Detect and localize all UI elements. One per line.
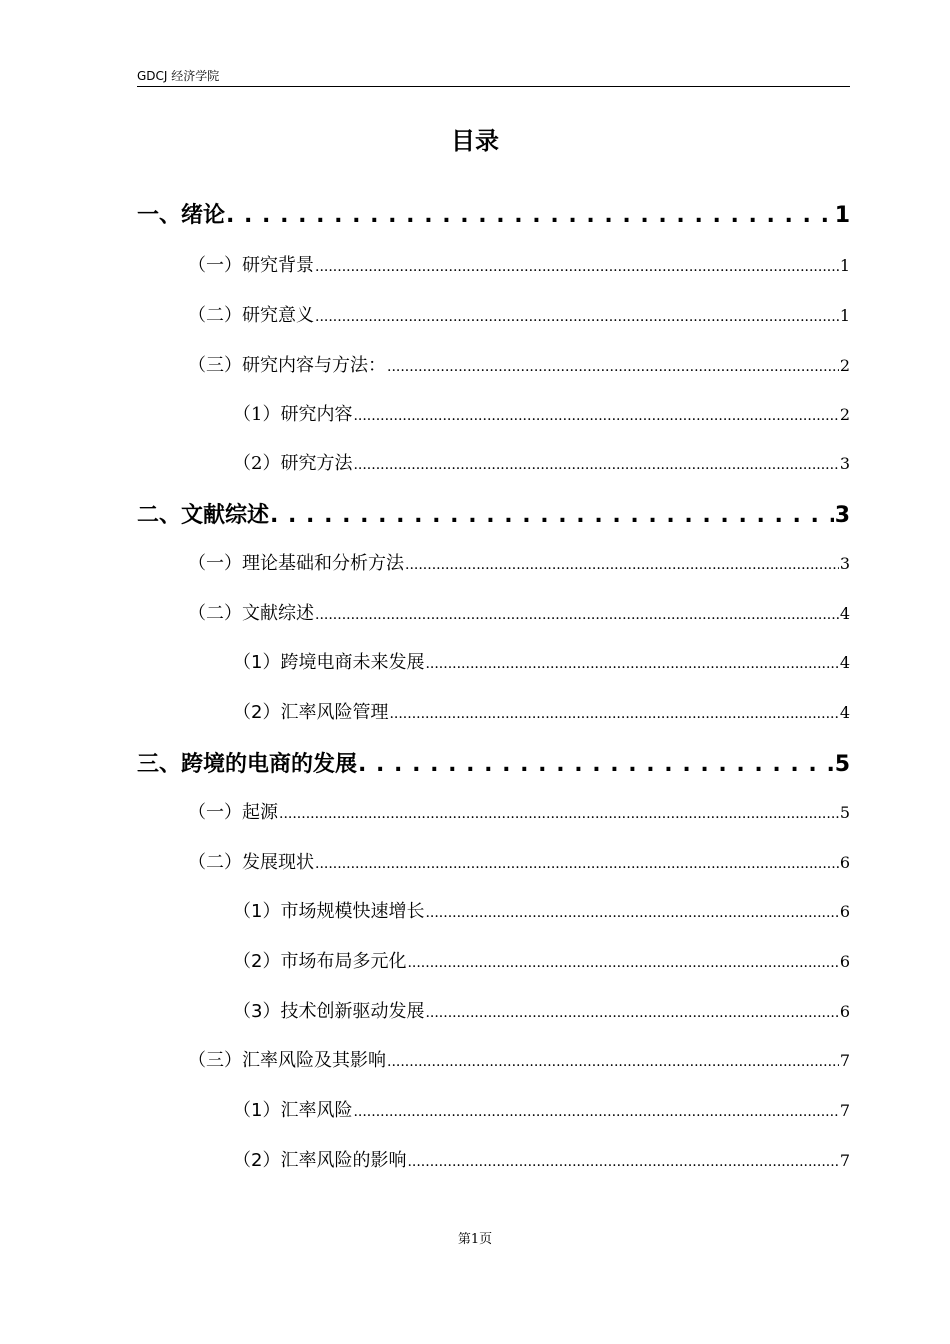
toc-page-number: 3 (839, 554, 850, 573)
toc-leader-dots (387, 353, 839, 380)
toc-entry-chapter-2[interactable] (137, 501, 850, 531)
toc-leader-dots (315, 253, 839, 280)
toc-entry-subsection[interactable] (233, 1098, 850, 1125)
toc-leader-dots (315, 601, 839, 628)
toc-entry-section[interactable] (188, 253, 850, 280)
toc-entry-subsection[interactable] (233, 402, 850, 429)
toc-entry-label: （3）技术创新驱动发展 (233, 1001, 425, 1022)
toc-leader-dots (279, 800, 839, 827)
toc-page-number: 5 (839, 803, 850, 822)
toc-entry-chapter-1[interactable] (137, 201, 850, 231)
toc-page-number: 2 (839, 356, 850, 375)
toc-leader-dots (425, 899, 838, 926)
toc-page-number: 6 (839, 952, 850, 971)
toc-entry-label: （1）汇率风险 (233, 1100, 353, 1121)
toc-entry-label: （2）研究方法 (233, 453, 353, 474)
toc-page-number: 6 (839, 902, 850, 921)
toc-entry-label: （1）市场规模快速增长 (233, 901, 425, 922)
toc-entry-subsection[interactable] (233, 899, 850, 926)
toc-entry-section[interactable] (188, 353, 850, 380)
toc-leader-dots (407, 1148, 838, 1175)
toc-entry-label: （1）研究内容 (233, 404, 353, 425)
toc-entry-label: 二、文献综述 (137, 503, 270, 528)
toc-entry-label: （2）市场布局多元化 (233, 951, 407, 972)
toc-leader-dots (405, 551, 839, 578)
toc-leader-dots (315, 303, 839, 330)
toc-entry-label: （三）研究内容与方法： (188, 355, 386, 376)
toc-page-number: 4 (839, 653, 850, 672)
toc-leader-dots (353, 1098, 838, 1125)
toc-page-number: 2 (839, 405, 850, 424)
toc-page-number: 4 (839, 604, 850, 623)
toc-page-number: 1 (839, 256, 850, 275)
toc-entry-label: （一）起源 (188, 802, 278, 823)
toc-page-number: 3 (834, 503, 850, 528)
toc-entry-label: （一）研究背景 (188, 255, 314, 276)
toc-entry-label: （一）理论基础和分析方法 (188, 553, 404, 574)
toc-entry-section[interactable] (188, 1048, 850, 1075)
toc-page-number: 4 (839, 703, 850, 722)
toc-page-number: 3 (839, 454, 850, 473)
toc-page-number: 5 (834, 752, 850, 777)
toc-leader-dots (425, 999, 838, 1026)
toc-leader-dots (353, 451, 838, 478)
toc-entry-label: 三、跨境的电商的发展 (137, 752, 358, 777)
toc-page-number: 7 (839, 1051, 850, 1070)
toc-title: 目录 (451, 127, 499, 155)
toc-leader-dots (353, 402, 838, 429)
toc-entry-section[interactable] (188, 303, 850, 330)
toc-entry-label: （二）发展现状 (188, 852, 314, 873)
toc-page-number: 7 (839, 1101, 850, 1120)
toc-entry-subsection[interactable] (233, 451, 850, 478)
toc-entry-label: （三）汇率风险及其影响 (188, 1050, 386, 1071)
page-footer-number: 第1页 (457, 1232, 493, 1247)
toc-entry-subsection[interactable] (233, 1148, 850, 1175)
toc-entry-label: （2）汇率风险管理 (233, 702, 389, 723)
toc-entry-section[interactable] (188, 551, 850, 578)
toc-entry-subsection[interactable] (233, 999, 850, 1026)
toc-entry-subsection[interactable] (233, 949, 850, 976)
toc-leader-dots (425, 650, 838, 677)
toc-page-number: 1 (839, 306, 850, 325)
toc-entry-label: 一、绪论 (137, 203, 226, 228)
toc-entry-label: （1）跨境电商未来发展 (233, 652, 425, 673)
toc-leader-dots (389, 700, 838, 727)
toc-page-number: 1 (834, 203, 850, 228)
toc-entry-section[interactable] (188, 850, 850, 877)
page-header: GDCJ 经济学院 (137, 68, 850, 87)
toc-leader-dots (407, 949, 838, 976)
toc-leader-dots (387, 1048, 839, 1075)
toc-page-number: 6 (839, 853, 850, 872)
toc-entry-subsection[interactable] (233, 700, 850, 727)
toc-leader-dots (315, 850, 839, 877)
toc-page-number: 6 (839, 1002, 850, 1021)
toc-entry-label: （2）汇率风险的影响 (233, 1150, 407, 1171)
toc-entry-label: （二）文献综述 (188, 603, 314, 624)
toc-leader-dots (226, 201, 834, 231)
toc-entry-section[interactable] (188, 601, 850, 628)
toc-page-number: 7 (839, 1151, 850, 1170)
toc-entry-section[interactable] (188, 800, 850, 827)
toc-entry-label: （二）研究意义 (188, 305, 314, 326)
toc-entry-chapter-3[interactable] (137, 750, 850, 780)
toc-leader-dots (358, 750, 834, 780)
toc-entry-subsection[interactable] (233, 650, 850, 677)
toc-leader-dots (270, 501, 834, 531)
